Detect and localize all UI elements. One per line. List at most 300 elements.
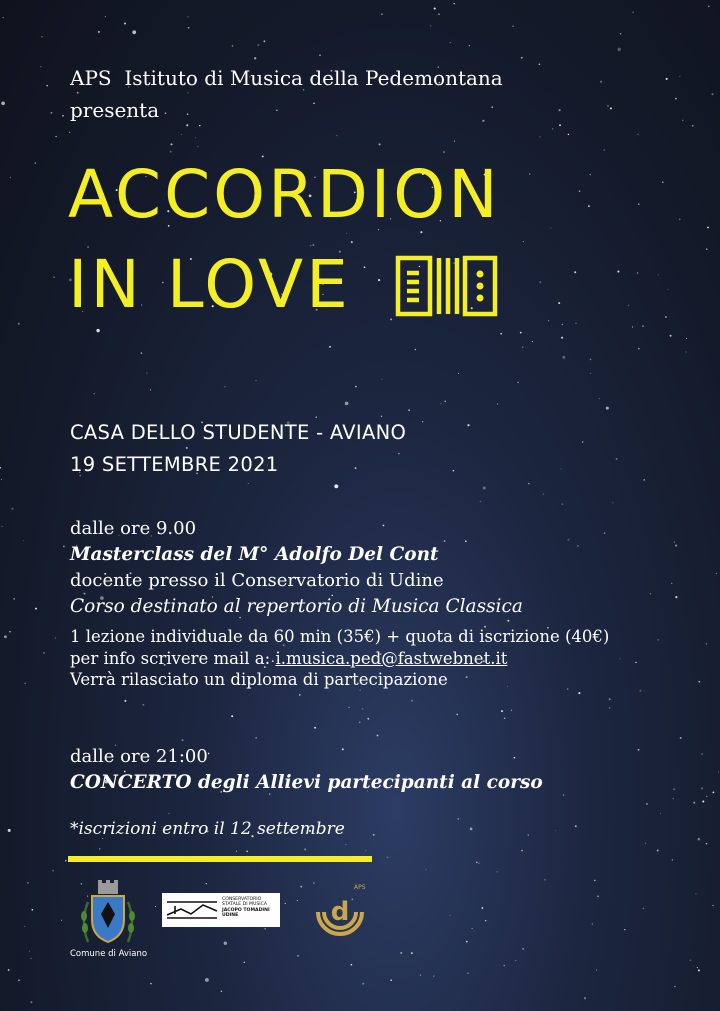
presenter-name: APS Istituto di Musica della Pedemontana	[70, 66, 503, 90]
star	[454, 3, 455, 4]
star	[433, 975, 435, 977]
star	[568, 134, 570, 136]
star	[701, 753, 702, 754]
masterclass-teacher: docente presso il Conservatorio di Udine	[70, 570, 444, 591]
star	[610, 107, 612, 109]
star	[674, 542, 675, 543]
star	[205, 978, 209, 982]
star	[1, 101, 5, 105]
star	[543, 493, 545, 495]
concert-title: CONCERTO degli Allievi partecipanti al corso	[70, 772, 543, 793]
star	[9, 631, 10, 632]
masterclass-time: dalle ore 9.00	[70, 518, 197, 539]
star	[458, 373, 459, 374]
registration-note: *iscrizioni entro il 12 settembre	[70, 819, 345, 839]
star	[672, 859, 673, 860]
star	[504, 718, 506, 720]
star	[124, 700, 126, 702]
conservatorio-mark-icon	[165, 897, 219, 923]
star	[579, 190, 580, 191]
star	[195, 137, 196, 138]
star	[500, 333, 502, 335]
star	[559, 124, 561, 126]
star	[3, 17, 4, 18]
star	[381, 379, 382, 380]
star	[367, 718, 369, 720]
star	[666, 78, 668, 80]
star	[467, 972, 468, 973]
star	[657, 850, 659, 852]
star	[264, 928, 266, 930]
star	[574, 271, 576, 273]
star	[236, 851, 237, 852]
masterclass-info	[70, 648, 609, 670]
star	[521, 57, 523, 59]
star	[345, 844, 346, 845]
star	[373, 834, 375, 836]
star	[665, 316, 667, 318]
star	[686, 338, 687, 339]
star	[707, 227, 709, 229]
star	[255, 737, 257, 739]
star	[670, 335, 672, 337]
star	[673, 788, 675, 790]
star	[635, 662, 636, 663]
star	[246, 851, 248, 853]
conservatorio-logo	[162, 893, 280, 927]
star	[561, 337, 563, 339]
star	[698, 681, 700, 683]
star	[620, 33, 622, 35]
masterclass-diploma: Verrà rilasciato un diploma di partecipazione	[70, 670, 448, 689]
star	[520, 332, 522, 334]
star	[197, 146, 199, 148]
star	[512, 25, 514, 27]
star	[221, 991, 222, 992]
star	[94, 393, 95, 394]
star	[248, 483, 249, 484]
star	[24, 682, 26, 684]
star	[182, 739, 184, 741]
star	[660, 813, 661, 814]
star	[575, 323, 577, 325]
star	[559, 109, 561, 111]
star	[645, 843, 646, 844]
star	[686, 351, 687, 352]
star	[695, 893, 696, 894]
star	[558, 302, 560, 304]
star	[562, 503, 564, 505]
star	[662, 181, 664, 183]
venue-block	[70, 417, 406, 481]
star	[62, 115, 64, 117]
conservatorio-line-2: STATALE DI MUSICA	[222, 902, 267, 908]
star	[612, 502, 613, 503]
star	[46, 85, 48, 87]
email-link[interactable]: i.musica.ped@fastwebnet.it	[275, 648, 508, 668]
star	[450, 42, 451, 43]
info-prefix: per info scrivere mail a:	[70, 648, 276, 668]
star	[105, 16, 106, 17]
venue-place: CASA DELLO STUDENTE - AVIANO	[70, 421, 407, 444]
star	[420, 974, 422, 976]
star	[263, 40, 265, 42]
star	[620, 658, 621, 659]
star	[457, 818, 459, 820]
star	[411, 700, 413, 702]
star	[639, 690, 641, 692]
star	[415, 349, 417, 351]
star	[65, 860, 66, 861]
star	[604, 149, 605, 150]
star	[550, 227, 551, 228]
star	[590, 174, 591, 175]
star	[141, 352, 142, 353]
star	[609, 698, 611, 700]
star	[578, 692, 580, 694]
star	[713, 792, 715, 794]
star	[718, 771, 719, 772]
star	[552, 128, 553, 129]
star	[98, 31, 100, 33]
masterclass-course: Corso destinato al repertorio di Musica Classica	[70, 596, 523, 617]
accordion-icon	[395, 255, 499, 317]
star	[381, 13, 382, 14]
star	[231, 715, 233, 717]
star	[300, 886, 302, 888]
star	[351, 964, 353, 966]
star	[711, 93, 713, 95]
star	[668, 289, 669, 290]
star	[155, 906, 156, 907]
star	[336, 135, 337, 136]
star	[562, 356, 565, 359]
star	[132, 30, 136, 34]
star	[299, 694, 301, 696]
star	[548, 320, 549, 321]
star	[124, 23, 126, 25]
star	[430, 25, 431, 26]
star	[206, 883, 207, 884]
star	[679, 219, 681, 221]
star	[1, 479, 2, 480]
star	[528, 834, 529, 835]
star	[314, 727, 316, 729]
star	[517, 382, 518, 383]
star	[496, 871, 498, 873]
event-date: 19 SETTEMBRE 2021	[70, 453, 279, 476]
star	[29, 951, 30, 952]
star	[466, 941, 468, 943]
star	[255, 380, 256, 381]
title-line-2	[68, 240, 501, 330]
star	[680, 737, 682, 739]
star	[257, 44, 259, 46]
star	[349, 707, 350, 708]
star	[61, 920, 62, 921]
star	[440, 403, 441, 404]
star	[34, 162, 36, 164]
star	[359, 722, 360, 723]
star	[53, 277, 54, 278]
star	[597, 895, 599, 897]
star	[522, 948, 524, 950]
divider-bar	[68, 856, 372, 862]
star	[168, 813, 170, 815]
star	[30, 1001, 32, 1003]
star	[456, 714, 458, 716]
star	[638, 749, 640, 751]
star	[146, 372, 148, 374]
star	[522, 347, 523, 348]
star	[8, 829, 11, 832]
star	[10, 177, 11, 178]
star	[716, 573, 717, 574]
star	[377, 735, 379, 737]
star	[497, 403, 498, 404]
star	[539, 136, 540, 137]
star	[528, 483, 530, 485]
star	[11, 508, 13, 510]
star	[411, 952, 413, 954]
star	[682, 120, 683, 121]
title-line-1: ACCORDION	[68, 156, 501, 233]
star	[362, 983, 364, 985]
star	[657, 639, 659, 641]
star	[646, 803, 648, 805]
star	[617, 271, 619, 273]
star	[478, 863, 479, 864]
star	[532, 341, 533, 342]
star	[632, 11, 634, 13]
star	[24, 926, 25, 927]
star	[706, 643, 708, 645]
star	[511, 710, 512, 711]
conservatorio-line-3: JACOPO TOMADINI	[222, 907, 270, 913]
star	[35, 608, 37, 610]
star	[642, 325, 643, 326]
star	[590, 373, 591, 374]
star	[515, 960, 516, 961]
star	[675, 596, 677, 598]
presenter-intro	[70, 62, 503, 126]
star	[708, 6, 709, 7]
star	[50, 112, 52, 114]
star	[43, 652, 45, 654]
masterclass-price: 1 lezione individuale da 60 min (35€) + quota di iscrizione (40€)	[70, 627, 610, 646]
star	[539, 63, 541, 65]
star	[485, 920, 486, 921]
star	[563, 794, 565, 796]
star	[483, 487, 486, 490]
star	[52, 870, 54, 872]
star	[690, 959, 692, 961]
star	[628, 304, 630, 306]
star	[18, 323, 20, 325]
star	[590, 359, 592, 361]
aps-badge: APS	[354, 884, 366, 891]
star	[650, 593, 652, 595]
star	[454, 141, 455, 142]
star	[706, 796, 707, 797]
star	[365, 850, 366, 851]
star	[444, 401, 445, 402]
star	[582, 441, 584, 443]
star	[643, 479, 645, 481]
star	[643, 908, 645, 910]
star	[40, 66, 41, 67]
star	[4, 635, 7, 638]
star	[285, 903, 286, 904]
star	[467, 424, 469, 426]
conservatorio-name	[222, 897, 280, 919]
star	[470, 828, 473, 831]
star	[671, 583, 672, 584]
star	[693, 802, 695, 804]
star	[387, 856, 389, 858]
star	[592, 924, 593, 925]
star	[232, 45, 234, 47]
star	[673, 798, 674, 799]
star	[30, 958, 31, 959]
star	[355, 386, 357, 388]
concert-time: dalle ore 21:00	[70, 746, 208, 767]
comune-label: Comune di Aviano	[70, 949, 148, 959]
star	[523, 241, 524, 242]
star	[503, 965, 504, 966]
star	[637, 134, 639, 136]
title-line-2-text: IN LOVE	[68, 246, 351, 323]
star	[594, 880, 596, 882]
star	[529, 174, 530, 175]
star	[181, 134, 182, 135]
star	[400, 952, 402, 954]
conservatorio-line-4: UDINE	[222, 913, 239, 919]
star	[679, 76, 680, 77]
star	[701, 787, 703, 789]
star	[596, 970, 597, 971]
star	[63, 546, 65, 548]
star	[638, 348, 640, 350]
star	[658, 274, 659, 275]
star	[555, 830, 556, 831]
masterclass-title: Masterclass del M° Adolfo Del Cont	[70, 544, 439, 565]
star	[575, 825, 577, 827]
star	[171, 143, 173, 145]
concert-block	[70, 744, 543, 796]
star	[438, 13, 440, 15]
star	[408, 409, 410, 411]
star	[254, 57, 256, 59]
star	[632, 327, 633, 328]
masterclass-block	[70, 516, 609, 691]
star	[712, 905, 713, 906]
star	[0, 467, 1, 469]
star	[480, 501, 482, 503]
star	[607, 105, 609, 107]
star	[422, 421, 423, 422]
star	[599, 398, 600, 399]
star	[244, 962, 245, 963]
star	[13, 598, 15, 600]
star	[434, 8, 436, 10]
aps-music-school-logo	[310, 880, 370, 940]
star	[675, 98, 677, 100]
star	[637, 272, 638, 273]
star	[390, 979, 392, 981]
star	[562, 324, 563, 325]
star	[501, 710, 503, 712]
star	[425, 869, 426, 870]
star	[23, 540, 24, 541]
star	[450, 915, 451, 916]
star	[224, 386, 226, 388]
star	[472, 928, 473, 929]
star	[697, 967, 698, 968]
star	[624, 929, 625, 930]
star	[453, 470, 455, 472]
star	[706, 843, 707, 844]
star	[638, 203, 639, 204]
star	[150, 389, 151, 390]
star	[55, 637, 56, 638]
star	[544, 879, 546, 881]
star	[99, 848, 101, 850]
star	[600, 81, 602, 83]
star	[18, 979, 20, 981]
star	[606, 407, 609, 410]
star	[334, 484, 338, 488]
event-title	[68, 150, 501, 330]
star	[319, 55, 321, 57]
star	[702, 801, 704, 803]
star	[362, 708, 363, 709]
star	[698, 969, 700, 971]
comune-coat-of-arms-logo	[78, 878, 138, 948]
star	[674, 986, 676, 988]
presenter-verb: presenta	[70, 98, 160, 122]
star	[482, 907, 484, 909]
aps-letter: d	[330, 897, 350, 927]
star	[560, 468, 561, 469]
star	[521, 850, 523, 852]
star	[297, 955, 299, 957]
star	[469, 45, 470, 46]
star	[31, 909, 33, 911]
star	[187, 16, 188, 17]
star	[297, 900, 298, 901]
star	[675, 545, 677, 547]
star	[588, 205, 590, 207]
star	[692, 125, 694, 127]
star	[27, 882, 29, 884]
star	[345, 402, 349, 406]
star	[143, 704, 145, 706]
star	[584, 997, 586, 999]
star	[539, 281, 541, 283]
star	[41, 36, 42, 37]
star	[188, 27, 190, 29]
star	[8, 969, 10, 971]
star	[304, 848, 306, 850]
star	[379, 143, 381, 145]
star	[617, 48, 621, 52]
conservatorio-line-1: CONSERVATORIO	[222, 897, 262, 902]
star	[1, 526, 2, 527]
star	[476, 862, 478, 864]
star	[706, 249, 707, 250]
star	[224, 942, 227, 945]
